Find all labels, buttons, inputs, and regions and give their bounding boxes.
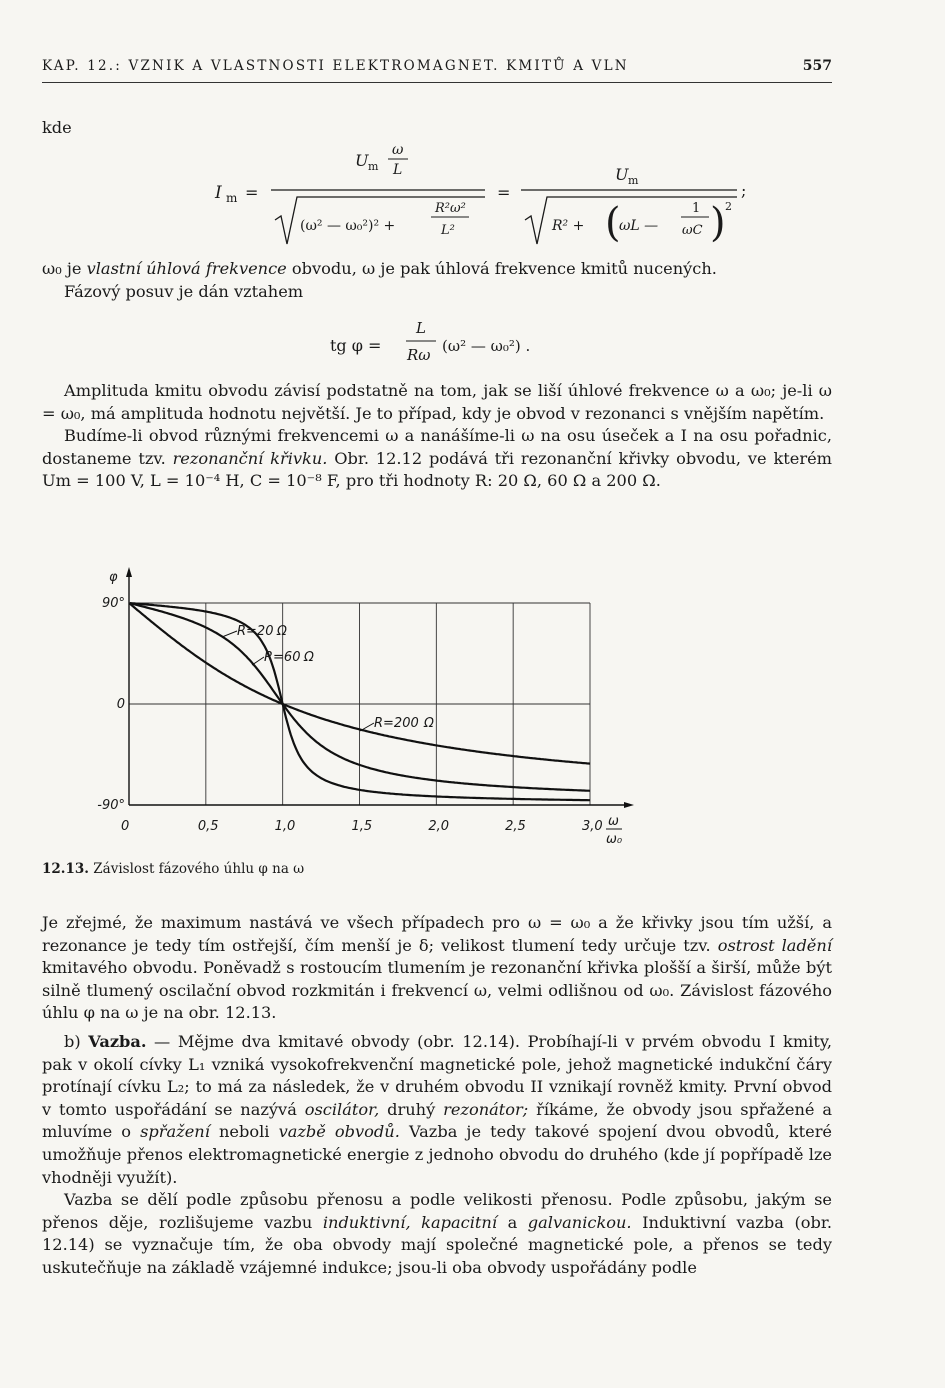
x-tick-label-0: 0	[121, 819, 130, 834]
series-label-2: R=200	[374, 716, 419, 731]
num2-sub: m	[628, 174, 639, 187]
paragraph-1: ω₀ je vlastní úhlová frekvence obvodu, ω je pak úhlová frekvence kmitů nucených. Fázový posuv je dán vztahem	[42, 259, 717, 301]
y-tick-label-2: -90°	[97, 798, 125, 813]
running-header	[42, 58, 832, 74]
phase-angle-chart	[82, 563, 642, 853]
y-axis-arrow	[126, 567, 132, 577]
den1-den: L²	[441, 223, 455, 238]
formula-lhs: I	[215, 183, 222, 203]
word-kde: kde	[42, 118, 72, 137]
num1-U: U	[355, 151, 369, 170]
header-rule	[42, 82, 832, 83]
series-label-1: R=60	[264, 650, 301, 665]
series-label-unit-2: Ω	[424, 716, 434, 731]
amplitude-formula	[167, 140, 767, 252]
x-tick-label-1: 0,5	[197, 819, 219, 834]
x-tick-label-5: 2,5	[505, 819, 526, 834]
y-tick-label-0: 90°	[101, 596, 125, 611]
x-tick-label-6: 3,0	[582, 819, 603, 834]
den2-paren-open: (	[605, 200, 621, 246]
den2-omegaL: ωL —	[619, 218, 659, 234]
x-axis-label-num: ω	[608, 814, 619, 829]
formula-lhs-sub: m	[226, 191, 238, 205]
x-axis-label-den: ω₀	[606, 832, 623, 847]
running-title: KAP. 12.: VZNIK A VLASTNOSTI ELEKTROMAGNET. KMITŮ A VLN	[42, 58, 629, 74]
den1-num: R²ω²	[435, 201, 466, 216]
num1-L: L	[393, 162, 403, 178]
x-tick-label-3: 1,5	[351, 819, 373, 834]
formula-semicolon: ;	[741, 181, 747, 200]
den2-a: R² +	[552, 218, 585, 234]
num1-sub: m	[368, 160, 379, 173]
den2-paren-close: )	[710, 200, 726, 246]
phase-rhs: (ω² — ω₀²) .	[442, 337, 531, 355]
den2-omegaC: ωC	[682, 223, 703, 238]
den2-one: 1	[692, 201, 701, 216]
den2-square: 2	[725, 200, 732, 213]
book-page	[42, 0, 832, 1388]
formula-eq2: =	[497, 183, 511, 202]
x-tick-label-4: 2,0	[428, 819, 450, 834]
phase-formula	[322, 315, 622, 375]
num2-U: U	[615, 165, 629, 184]
series-label-unit-0: Ω	[277, 624, 287, 639]
phase-num: L	[416, 319, 426, 337]
y-axis-label: φ	[109, 570, 118, 585]
series-label-unit-1: Ω	[304, 650, 314, 665]
series-leader-0	[222, 631, 237, 637]
y-tick-label-1: 0	[116, 697, 125, 712]
paragraph-3: Je zřejmé, že maximum nastává ve všech případech pro ω = ω₀ a že křivky jsou tím užší, a rezonance je tedy tím ostřejší, čím menší je δ; velikost tlumení tedy určuje tzv. ostrost ladění kmitavého obvodu. Poněvadž s rostoucím tlumením je rezonanční křivka plošší a širší, může být silně tlumený oscilační obvod rozkmitán i frekvencí ω, velmi odlišnou od ω₀. Závislost fázového úhlu φ na ω je na obr. 12.13. b) Vazba. — Mějme dva kmitavé obvody (obr. 12.14). Probíhají-li v prvém obvodu I kmity, pak v okolí cívky L₁ vzniká vysokofrekvenční magnetické pole, jehož magnetické indukční čáry protínají cívku L₂; to má za následek, že v druhém obvodu II vznikají rovněž kmity. První obvod v tomto uspořádání se nazývá oscilátor, druhý rezonátor; říkáme, že obvody jsou spřažené a mluvíme o spřažení neboli vazbě obvodů. Vazba je tedy takové spojení dvou obvodů, které umožňuje přenos elektromagnetické energie z jednoho obvodu do druhého (kde jí popřípadě lze vhodněji využít). Vazba se dělí podle způsobu přenosu a podle velikosti přenosu. Podle způsobu, jakým se přenos děje, rozlišujeme vazbu induktivní, kapacitní a galvanickou. Induktivní vazba (obr. 12.14) se vyznačuje tím, že oba obvody mají společné magnetické pole, a přenos se tedy uskutečňuje na základě vzájemné indukce; jsou-li oba obvody uspořádány podle	[42, 913, 833, 1277]
series-leader-2	[360, 723, 374, 731]
series-leader-1	[252, 657, 264, 665]
den1-a: (ω² — ω₀²)² +	[300, 218, 396, 234]
paragraph-2: Amplituda kmitu obvodu závisí podstatně na tom, jak se liší úhlové frekvence ω a ω₀; je-li ω = ω₀, má amplituda hodnotu největší. Je to případ, kdy je obvod v rezonanci s vnějším napětím. Budíme-li obvod různými frekvencemi ω a nanášíme-li ω na osu úseček a I na osu pořadnic, dostaneme tzv. rezonanční křivku. Obr. 12.12 podává tři rezonanční křivky obvodu, ve kterém Um = 100 V, L = 10⁻⁴ H, C = 10⁻⁸ F, pro tři hodnoty R: 20 Ω, 60 Ω a 200 Ω.	[42, 381, 833, 491]
phase-den: Rω	[407, 346, 431, 364]
page-number: 557	[802, 58, 832, 74]
formula-eq1: =	[245, 183, 259, 202]
x-axis-arrow	[624, 802, 634, 808]
phase-lhs: tg φ =	[330, 336, 382, 355]
num1-omega: ω	[392, 142, 404, 158]
figure-caption: 12.13. Závislost fázového úhlu φ na ω	[42, 861, 305, 877]
series-label-0: R=20	[237, 624, 274, 639]
x-tick-label-2: 1,0	[274, 819, 296, 834]
